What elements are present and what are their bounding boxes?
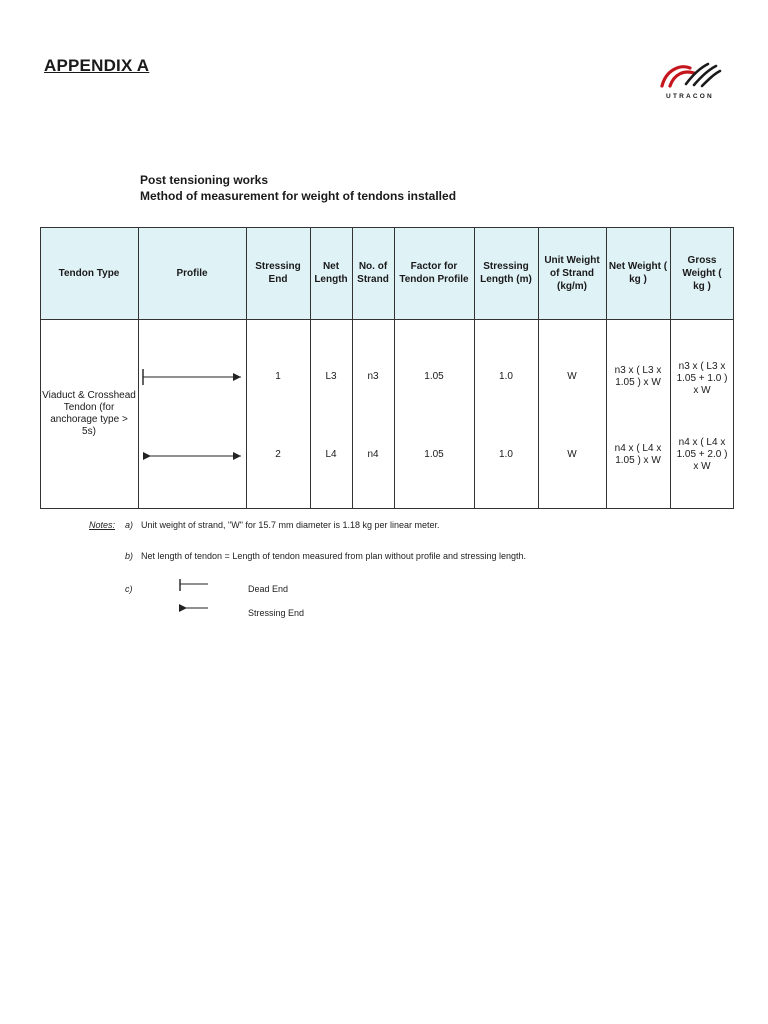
- row2-net-weight: n4 x ( L4 x 1.05 ) x W: [614, 443, 662, 466]
- row2-stressing-length: 1.0: [499, 449, 513, 460]
- stressing-end-legend-label: Stressing End: [248, 608, 305, 618]
- notes-label: Notes:: [89, 520, 116, 530]
- tendon-weight-table: [40, 227, 734, 509]
- table-border-bottom: [40, 508, 734, 509]
- header-stressing-length: Stressing Length (m): [480, 261, 532, 285]
- heading-method: Method of measurement for weight of tendons installed: [140, 189, 457, 203]
- tendon-type-cell: Viaduct & Crosshead Tendon (for anchorage type > 5s): [42, 390, 136, 437]
- header-factor: Factor for Tendon Profile: [399, 261, 469, 285]
- row2-gross-weight: n4 x ( L4 x 1.05 + 2.0 ) x W: [676, 437, 728, 472]
- utracon-logo-icon: [656, 58, 724, 100]
- header-unit-weight: Unit Weight of Strand (kg/m): [544, 254, 600, 292]
- header-tendon-type: Tendon Type: [58, 267, 120, 279]
- row2-stressing-end: 2: [275, 449, 281, 460]
- note-a-letter: a): [125, 520, 134, 530]
- stressing-end-legend-icon: [178, 603, 210, 613]
- logo-text: UTRACON: [666, 93, 714, 100]
- note-b-letter: b): [125, 551, 134, 561]
- profile-dead-to-stressing-icon: [139, 367, 245, 387]
- row2-net-length: L4: [325, 449, 337, 460]
- row2-no-of-strand: n4: [367, 449, 379, 460]
- row2-factor: 1.05: [424, 449, 444, 460]
- dead-end-legend-icon: [178, 578, 210, 592]
- row1-gross-weight: n3 x ( L3 x 1.05 + 1.0 ) x W: [676, 361, 728, 396]
- row1-net-weight: n3 x ( L3 x 1.05 ) x W: [614, 365, 662, 388]
- row2-unit-weight: W: [567, 449, 577, 460]
- row1-stressing-end: 1: [275, 371, 281, 382]
- header-gross-weight: Gross Weight ( kg ): [682, 254, 722, 292]
- note-a-text: Unit weight of strand, "W" for 15.7 mm diameter is 1.18 kg per linear meter.: [141, 520, 440, 530]
- table-border-top: [40, 227, 734, 228]
- header-divider: [40, 319, 734, 320]
- heading-post-tensioning: Post tensioning works: [140, 173, 269, 187]
- header-net-length: Net Length: [314, 261, 348, 285]
- row1-factor: 1.05: [424, 371, 444, 382]
- row1-no-of-strand: n3: [367, 371, 379, 382]
- page-title: APPENDIX A: [44, 56, 150, 75]
- row1-net-length: L3: [325, 371, 337, 382]
- profile-stressing-both-ends-icon: [139, 446, 245, 466]
- note-b-text: Net length of tendon = Length of tendon measured from plan without profile and stressing length.: [141, 551, 527, 561]
- header-profile: Profile: [176, 267, 208, 279]
- row1-unit-weight: W: [567, 371, 577, 382]
- row1-stressing-length: 1.0: [499, 371, 513, 382]
- header-stressing-end: Stressing End: [255, 261, 301, 285]
- header-net-weight: Net Weight ( kg ): [608, 261, 668, 285]
- note-c-letter: c): [125, 584, 133, 594]
- header-no-of-strand: No. of Strand: [357, 261, 389, 285]
- dead-end-legend-label: Dead End: [248, 584, 289, 594]
